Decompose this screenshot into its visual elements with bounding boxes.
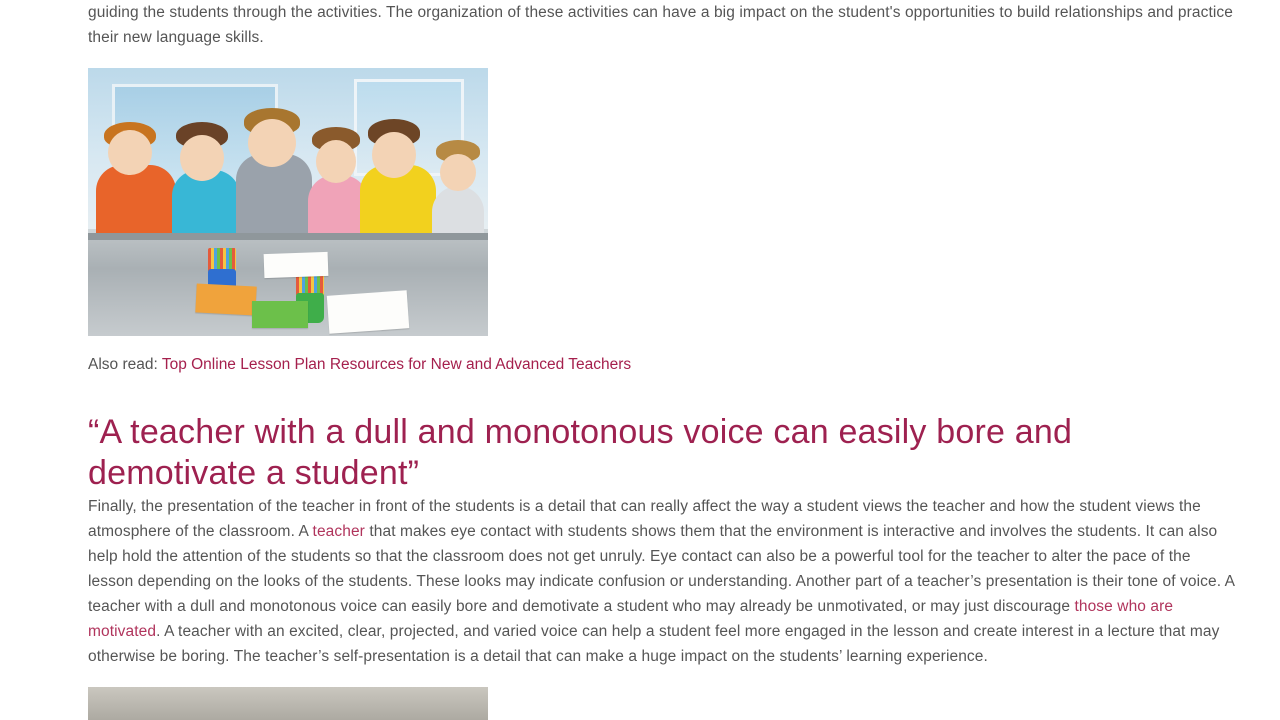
also-read-line — [88, 354, 1240, 376]
also-read-prefix: Also read: — [88, 356, 158, 373]
image-face-5 — [372, 132, 416, 178]
image-paper-white-1 — [264, 252, 329, 278]
final-paragraph-part2: that makes eye contact with students shows them that the environment is interactive and involves the students. It can also help hold the attention of the students so that the classroom does not get unruly. Eye contact can also be a powerful tool for the teacher to alter the pace of the lesson depending on the looks of the students. These looks may indicate confusion or understanding. Another part of a teacher’s presentation is their tone of voice. A teacher with a dull and monotonous voice can easily bore and demotivate a student who may already be unmotivated, or may just discourage — [88, 523, 1235, 615]
image-bottom-strip — [88, 687, 488, 720]
image-paper-orange — [195, 284, 256, 317]
final-paragraph — [88, 494, 1240, 669]
teacher-link[interactable]: teacher — [312, 523, 365, 540]
image-paper-green — [252, 301, 308, 328]
article-image-classroom — [88, 68, 488, 336]
image-table-edge — [88, 233, 488, 240]
final-paragraph-part3: . A teacher with an excited, clear, projected, and varied voice can help a student feel more engaged in the lesson and create interest in a lecture that may otherwise be boring. The teacher’s self-presentation is a detail that can make a huge impact on the students’ learning experience. — [88, 623, 1220, 665]
image-face-1 — [108, 130, 152, 176]
image-face-2 — [180, 135, 224, 181]
motivated-link[interactable]: those who are motivated — [88, 598, 1174, 640]
image-paper-white-2 — [327, 290, 409, 333]
final-paragraph-part1: Finally, the presentation of the teacher in front of the students is a detail that can really affect the way a student views the teacher and how the student views the atmosphere of the classroom. A — [88, 498, 1201, 540]
image-face-3 — [248, 119, 296, 167]
article-image-bottom — [88, 687, 488, 720]
image-face-4 — [316, 140, 356, 183]
also-read-link[interactable]: Top Online Lesson Plan Resources for New and Advanced Teachers — [161, 356, 632, 373]
intro-paragraph: guiding the students through the activities. The organization of these activities can have a big impact on the student's opportunities to build relationships and practice their new language skills. — [88, 4, 1233, 46]
quote-heading: “A teacher with a dull and monotonous voice can easily bore and demotivate a student” — [88, 413, 1073, 492]
image-face-6 — [440, 154, 476, 192]
